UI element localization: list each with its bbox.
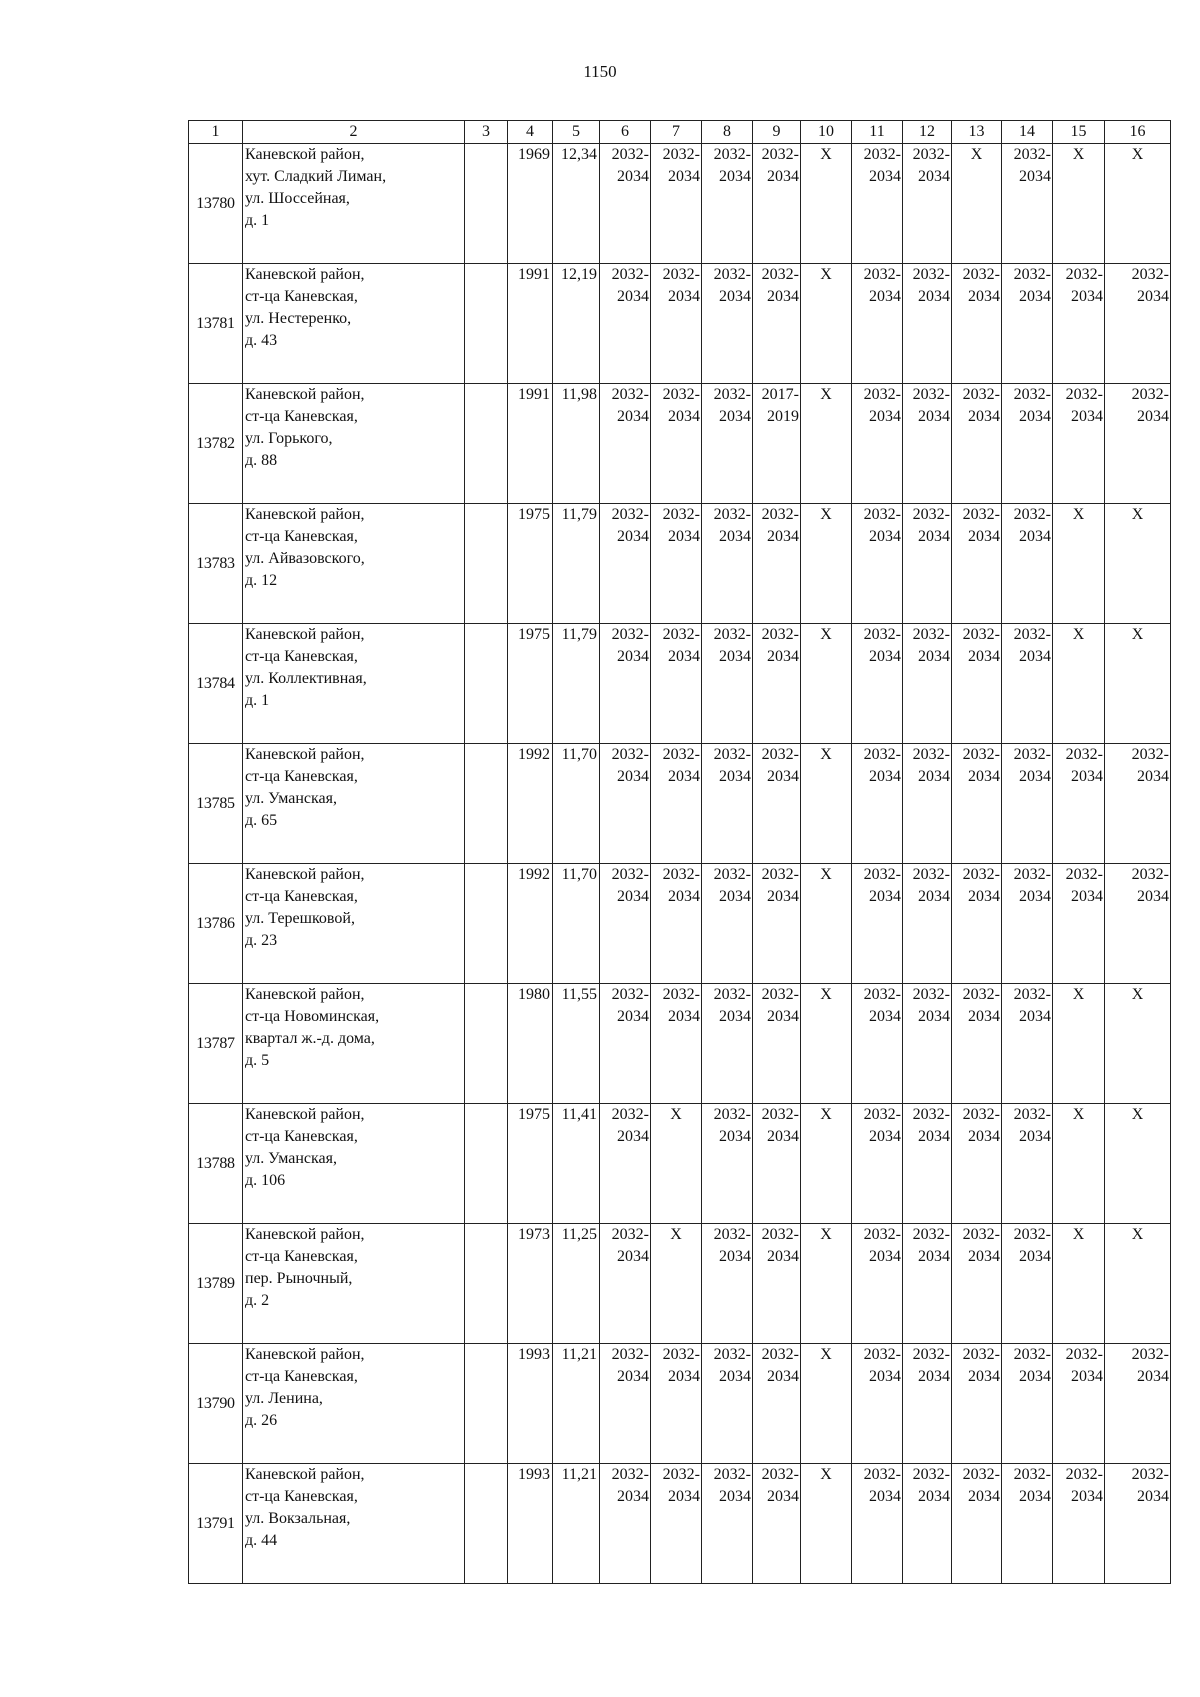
address-line: ул. Уманская, (245, 1150, 337, 1167)
period-cell: X (1105, 624, 1171, 744)
address-line: Каневской район, (245, 1346, 365, 1363)
year-cell: 1980 (508, 984, 553, 1104)
col3-cell (465, 504, 508, 624)
table-body (189, 144, 1171, 1584)
year-cell: 1993 (508, 1464, 553, 1584)
period-cell: X (801, 984, 852, 1104)
period-cell: 2032- 2034 (1002, 384, 1053, 504)
address-line: ул. Ленина, (245, 1390, 323, 1407)
period-cell: X (1105, 504, 1171, 624)
address-line: Каневской район, (245, 626, 365, 643)
period-cell: 2032- 2034 (1105, 1344, 1171, 1464)
period-cell: 2032- 2034 (1002, 504, 1053, 624)
period-cell: 2032- 2034 (1105, 1464, 1171, 1584)
table-row (189, 144, 1171, 264)
period-cell: 2032- 2034 (1002, 1104, 1053, 1224)
period-cell: 2032- 2034 (1002, 1344, 1053, 1464)
year-cell: 1992 (508, 744, 553, 864)
address-line: д. 106 (245, 1172, 286, 1189)
period-cell: 2032- 2034 (651, 384, 702, 504)
page-number: 1150 (583, 62, 617, 81)
col3-cell (465, 1464, 508, 1584)
period-cell: X (801, 744, 852, 864)
column-header: 3 (465, 121, 508, 144)
period-cell: 2032- 2034 (651, 1464, 702, 1584)
period-cell: 2032- 2034 (952, 264, 1002, 384)
address-cell (243, 624, 465, 744)
address-line: Каневской район, (245, 146, 365, 163)
address-line: д. 1 (245, 212, 270, 229)
address-cell (243, 984, 465, 1104)
address-cell (243, 1464, 465, 1584)
record-id: 13791 (189, 1464, 243, 1584)
period-cell: 2032- 2034 (651, 624, 702, 744)
table-row (189, 1104, 1171, 1224)
period-cell: X (651, 1224, 702, 1344)
address-line: д. 5 (245, 1052, 270, 1069)
address-cell (243, 1104, 465, 1224)
header-row (189, 121, 1171, 144)
period-cell: 2032- 2034 (600, 1104, 651, 1224)
record-id: 13782 (189, 384, 243, 504)
record-id: 13780 (189, 144, 243, 264)
column-header: 12 (903, 121, 952, 144)
address-line: д. 26 (245, 1412, 278, 1429)
period-cell: X (1105, 1104, 1171, 1224)
address-cell (243, 144, 465, 264)
period-cell: 2032- 2034 (1105, 264, 1171, 384)
column-header: 11 (852, 121, 903, 144)
address-line: д. 2 (245, 1292, 270, 1309)
table-row (189, 1344, 1171, 1464)
period-cell: 2032- 2034 (852, 144, 903, 264)
col3-cell (465, 264, 508, 384)
period-cell: 2032- 2034 (952, 504, 1002, 624)
period-cell: 2032- 2034 (600, 984, 651, 1104)
period-cell: 2032- 2034 (1105, 864, 1171, 984)
address-cell (243, 744, 465, 864)
period-cell: 2032- 2034 (952, 744, 1002, 864)
address-line: д. 44 (245, 1532, 278, 1549)
col3-cell (465, 1344, 508, 1464)
period-cell: X (952, 144, 1002, 264)
period-cell: 2032- 2034 (903, 1224, 952, 1344)
period-cell: 2032- 2034 (903, 384, 952, 504)
period-cell: X (1053, 504, 1105, 624)
address-line: ул. Шоссейная, (245, 190, 350, 207)
period-cell: 2032- 2034 (702, 384, 753, 504)
address-line: ст-ца Каневская, (245, 288, 358, 305)
value-cell: 11,41 (553, 1104, 600, 1224)
period-cell: 2032- 2034 (952, 864, 1002, 984)
year-cell: 1993 (508, 1344, 553, 1464)
period-cell: 2032- 2034 (952, 1464, 1002, 1584)
col3-cell (465, 1224, 508, 1344)
address-cell (243, 864, 465, 984)
column-header: 9 (753, 121, 801, 144)
period-cell: 2032- 2034 (702, 984, 753, 1104)
period-cell: X (801, 264, 852, 384)
address-line: ст-ца Каневская, (245, 768, 358, 785)
period-cell: 2032- 2034 (702, 504, 753, 624)
period-cell: 2032- 2034 (651, 504, 702, 624)
period-cell: 2017- 2019 (753, 384, 801, 504)
address-line: д. 1 (245, 692, 270, 709)
year-cell: 1992 (508, 864, 553, 984)
period-cell: 2032- 2034 (1002, 1464, 1053, 1584)
period-cell: 2032- 2034 (753, 1224, 801, 1344)
value-cell: 11,79 (553, 504, 600, 624)
registry-table (188, 120, 1171, 1584)
address-line: Каневской район, (245, 1106, 365, 1123)
period-cell: 2032- 2034 (903, 1464, 952, 1584)
period-cell: 2032- 2034 (702, 1224, 753, 1344)
period-cell: 2032- 2034 (651, 984, 702, 1104)
address-line: Каневской район, (245, 866, 365, 883)
address-line: д. 23 (245, 932, 278, 949)
period-cell: X (801, 1224, 852, 1344)
col3-cell (465, 864, 508, 984)
period-cell: 2032- 2034 (852, 864, 903, 984)
period-cell: 2032- 2034 (952, 1104, 1002, 1224)
period-cell: 2032- 2034 (753, 1464, 801, 1584)
table-row (189, 504, 1171, 624)
value-cell: 11,79 (553, 624, 600, 744)
column-header: 7 (651, 121, 702, 144)
period-cell: 2032- 2034 (1053, 1344, 1105, 1464)
period-cell: 2032- 2034 (1105, 384, 1171, 504)
address-line: ст-ца Каневская, (245, 528, 358, 545)
address-cell (243, 504, 465, 624)
address-line: д. 43 (245, 332, 278, 349)
period-cell: 2032- 2034 (702, 144, 753, 264)
record-id: 13785 (189, 744, 243, 864)
address-line: ст-ца Каневская, (245, 408, 358, 425)
value-cell: 11,21 (553, 1464, 600, 1584)
period-cell: 2032- 2034 (1053, 264, 1105, 384)
period-cell: 2032- 2034 (952, 1224, 1002, 1344)
address-line: ул. Терешковой, (245, 910, 355, 927)
address-line: квартал ж.-д. дома, (245, 1030, 375, 1047)
address-line: Каневской район, (245, 506, 365, 523)
column-header: 6 (600, 121, 651, 144)
period-cell: 2032- 2034 (753, 744, 801, 864)
column-header: 13 (952, 121, 1002, 144)
column-header: 1 (189, 121, 243, 144)
year-cell: 1975 (508, 504, 553, 624)
table-row (189, 264, 1171, 384)
address-cell (243, 1344, 465, 1464)
address-line: ул. Айвазовского, (245, 550, 365, 567)
period-cell: 2032- 2034 (651, 144, 702, 264)
table-row (189, 1464, 1171, 1584)
period-cell: X (1105, 1224, 1171, 1344)
period-cell: 2032- 2034 (600, 144, 651, 264)
period-cell: 2032- 2034 (1002, 864, 1053, 984)
year-cell: 1969 (508, 144, 553, 264)
period-cell: 2032- 2034 (651, 744, 702, 864)
value-cell: 11,55 (553, 984, 600, 1104)
value-cell: 12,34 (553, 144, 600, 264)
address-line: Каневской район, (245, 1466, 365, 1483)
period-cell: 2032- 2034 (852, 1464, 903, 1584)
period-cell: X (801, 144, 852, 264)
period-cell: X (1053, 984, 1105, 1104)
address-line: д. 88 (245, 452, 278, 469)
column-header: 16 (1105, 121, 1171, 144)
address-line: ст-ца Каневская, (245, 1248, 358, 1265)
period-cell: 2032- 2034 (753, 264, 801, 384)
period-cell: 2032- 2034 (852, 744, 903, 864)
address-line: д. 12 (245, 572, 278, 589)
col3-cell (465, 744, 508, 864)
period-cell: 2032- 2034 (600, 744, 651, 864)
period-cell: 2032- 2034 (702, 1464, 753, 1584)
table-row (189, 624, 1171, 744)
address-line: ул. Нестеренко, (245, 310, 352, 327)
address-line: ул. Вокзальная, (245, 1510, 351, 1527)
period-cell: X (1053, 1224, 1105, 1344)
period-cell: 2032- 2034 (651, 864, 702, 984)
address-line: д. 65 (245, 812, 278, 829)
period-cell: 2032- 2034 (952, 384, 1002, 504)
period-cell: X (1105, 144, 1171, 264)
record-id: 13781 (189, 264, 243, 384)
period-cell: 2032- 2034 (753, 984, 801, 1104)
period-cell: 2032- 2034 (600, 864, 651, 984)
column-header: 5 (553, 121, 600, 144)
column-header: 10 (801, 121, 852, 144)
year-cell: 1991 (508, 264, 553, 384)
period-cell: 2032- 2034 (952, 624, 1002, 744)
period-cell: 2032- 2034 (600, 264, 651, 384)
address-cell (243, 1224, 465, 1344)
col3-cell (465, 984, 508, 1104)
col3-cell (465, 384, 508, 504)
column-header: 2 (243, 121, 465, 144)
period-cell: 2032- 2034 (1002, 624, 1053, 744)
period-cell: 2032- 2034 (903, 984, 952, 1104)
value-cell: 11,70 (553, 744, 600, 864)
column-header: 15 (1053, 121, 1105, 144)
address-line: ул. Уманская, (245, 790, 337, 807)
column-header: 4 (508, 121, 553, 144)
table-row (189, 1224, 1171, 1344)
address-line: Каневской район, (245, 986, 365, 1003)
year-cell: 1975 (508, 1104, 553, 1224)
record-id: 13783 (189, 504, 243, 624)
period-cell: 2032- 2034 (753, 504, 801, 624)
period-cell: 2032- 2034 (1002, 1224, 1053, 1344)
period-cell: 2032- 2034 (702, 1104, 753, 1224)
address-cell (243, 264, 465, 384)
period-cell: 2032- 2034 (753, 624, 801, 744)
period-cell: 2032- 2034 (1053, 1464, 1105, 1584)
period-cell: 2032- 2034 (852, 624, 903, 744)
period-cell: 2032- 2034 (702, 864, 753, 984)
record-id: 13787 (189, 984, 243, 1104)
period-cell: 2032- 2034 (753, 144, 801, 264)
col3-cell (465, 1104, 508, 1224)
period-cell: 2032- 2034 (903, 144, 952, 264)
column-header: 8 (702, 121, 753, 144)
value-cell: 11,70 (553, 864, 600, 984)
year-cell: 1975 (508, 624, 553, 744)
period-cell: X (801, 1464, 852, 1584)
period-cell: 2032- 2034 (1053, 744, 1105, 864)
period-cell: 2032- 2034 (702, 264, 753, 384)
period-cell: 2032- 2034 (852, 1224, 903, 1344)
period-cell: 2032- 2034 (753, 1344, 801, 1464)
period-cell: 2032- 2034 (852, 1344, 903, 1464)
period-cell: 2032- 2034 (702, 624, 753, 744)
record-id: 13786 (189, 864, 243, 984)
col3-cell (465, 624, 508, 744)
period-cell: X (801, 624, 852, 744)
value-cell: 11,98 (553, 384, 600, 504)
address-line: ст-ца Новоминская, (245, 1008, 380, 1025)
table-row (189, 384, 1171, 504)
period-cell: 2032- 2034 (903, 744, 952, 864)
address-line: ст-ца Каневская, (245, 1128, 358, 1145)
period-cell: 2032- 2034 (702, 744, 753, 864)
period-cell: X (651, 1104, 702, 1224)
period-cell: 2032- 2034 (903, 504, 952, 624)
period-cell: 2032- 2034 (852, 384, 903, 504)
address-line: ул. Коллективная, (245, 670, 367, 687)
period-cell: 2032- 2034 (1002, 744, 1053, 864)
table-row (189, 864, 1171, 984)
period-cell: 2032- 2034 (651, 1344, 702, 1464)
table-row (189, 984, 1171, 1104)
table-row (189, 744, 1171, 864)
address-line: Каневской район, (245, 266, 365, 283)
period-cell: 2032- 2034 (1053, 864, 1105, 984)
period-cell: X (801, 1344, 852, 1464)
address-line: ст-ца Каневская, (245, 1488, 358, 1505)
period-cell: 2032- 2034 (852, 1104, 903, 1224)
period-cell: 2032- 2034 (753, 864, 801, 984)
period-cell: 2032- 2034 (903, 864, 952, 984)
period-cell: 2032- 2034 (702, 1344, 753, 1464)
period-cell: 2032- 2034 (1105, 744, 1171, 864)
year-cell: 1973 (508, 1224, 553, 1344)
period-cell: X (1053, 144, 1105, 264)
period-cell: 2032- 2034 (600, 1224, 651, 1344)
period-cell: 2032- 2034 (903, 624, 952, 744)
value-cell: 12,19 (553, 264, 600, 384)
period-cell: 2032- 2034 (753, 1104, 801, 1224)
period-cell: X (801, 384, 852, 504)
column-header: 14 (1002, 121, 1053, 144)
period-cell: 2032- 2034 (852, 984, 903, 1104)
record-id: 13790 (189, 1344, 243, 1464)
col3-cell (465, 144, 508, 264)
period-cell: X (1105, 984, 1171, 1104)
address-cell (243, 384, 465, 504)
period-cell: X (801, 1104, 852, 1224)
value-cell: 11,21 (553, 1344, 600, 1464)
period-cell: 2032- 2034 (1002, 984, 1053, 1104)
period-cell: 2032- 2034 (1053, 384, 1105, 504)
period-cell: 2032- 2034 (651, 264, 702, 384)
address-line: Каневской район, (245, 1226, 365, 1243)
period-cell: X (1053, 624, 1105, 744)
period-cell: 2032- 2034 (1002, 144, 1053, 264)
address-line: Каневской район, (245, 386, 365, 403)
period-cell: 2032- 2034 (600, 624, 651, 744)
period-cell: 2032- 2034 (600, 384, 651, 504)
address-line: ст-ца Каневская, (245, 1368, 358, 1385)
period-cell: 2032- 2034 (952, 1344, 1002, 1464)
period-cell: 2032- 2034 (1002, 264, 1053, 384)
address-line: пер. Рыночный, (245, 1270, 353, 1287)
period-cell: 2032- 2034 (600, 1344, 651, 1464)
period-cell: X (801, 864, 852, 984)
period-cell: 2032- 2034 (852, 504, 903, 624)
address-line: Каневской район, (245, 746, 365, 763)
record-id: 13788 (189, 1104, 243, 1224)
record-id: 13784 (189, 624, 243, 744)
address-line: ст-ца Каневская, (245, 648, 358, 665)
record-id: 13789 (189, 1224, 243, 1344)
address-line: ст-ца Каневская, (245, 888, 358, 905)
period-cell: 2032- 2034 (600, 504, 651, 624)
period-cell: X (1053, 1104, 1105, 1224)
address-line: ул. Горького, (245, 430, 333, 447)
year-cell: 1991 (508, 384, 553, 504)
period-cell: X (801, 504, 852, 624)
period-cell: 2032- 2034 (852, 264, 903, 384)
period-cell: 2032- 2034 (600, 1464, 651, 1584)
period-cell: 2032- 2034 (903, 1104, 952, 1224)
value-cell: 11,25 (553, 1224, 600, 1344)
address-line: хут. Сладкий Лиман, (245, 168, 387, 185)
period-cell: 2032- 2034 (952, 984, 1002, 1104)
period-cell: 2032- 2034 (903, 264, 952, 384)
period-cell: 2032- 2034 (903, 1344, 952, 1464)
